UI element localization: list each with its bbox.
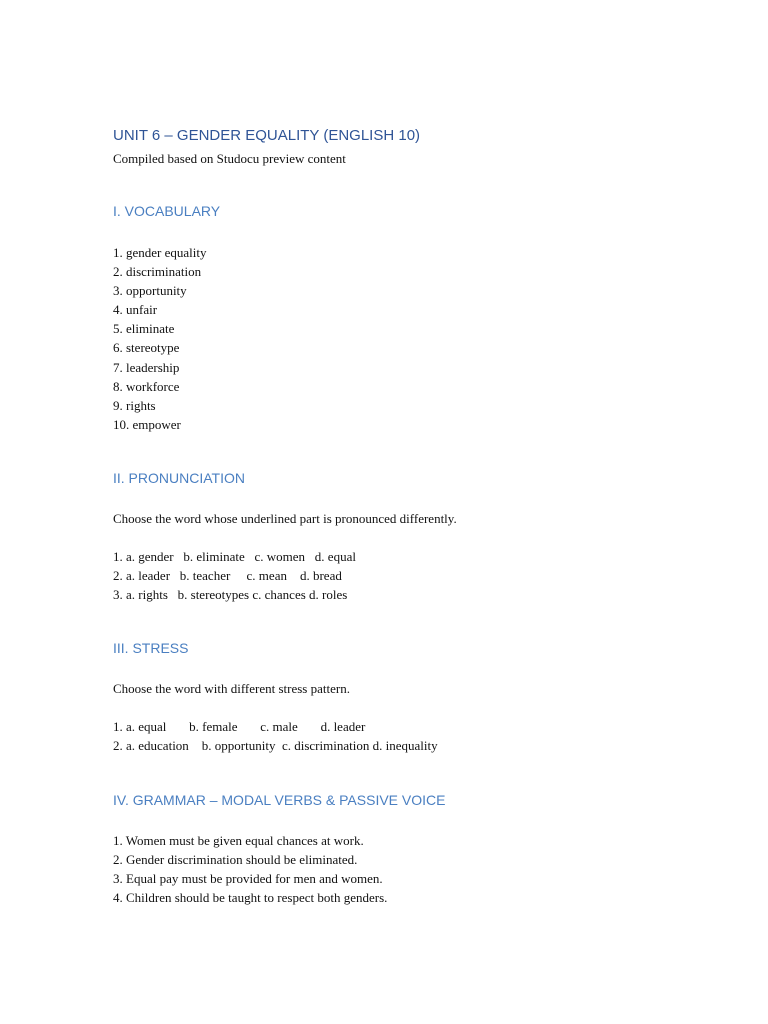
pronunciation-list (113, 547, 713, 604)
list-item: 3. opportunity (113, 283, 187, 299)
list-item: 2. a. leader b. teacher c. mean d. bread (113, 568, 342, 584)
list-item: 5. eliminate (113, 321, 175, 337)
list-item: 6. stereotype (113, 340, 180, 356)
document-page (113, 126, 713, 906)
list-item: 7. leadership (113, 359, 180, 375)
list-item: 9. rights (113, 397, 156, 413)
list-item: 3. Equal pay must be provided for men and women. (113, 871, 383, 887)
pronunciation-instruction: Choose the word whose underlined part is pronounced differently. (113, 511, 457, 526)
list-item: 1. Women must be given equal chances at work. (113, 833, 364, 848)
list-item: 10. empower (113, 416, 181, 432)
list-item: 2. Gender discrimination should be eliminated. (113, 852, 358, 868)
list-item: 3. a. rights b. stereotypes c. chances d. roles (113, 587, 348, 603)
list-item: 8. workforce (113, 378, 180, 394)
pronunciation-heading: II. PRONUNCIATION (113, 470, 245, 486)
list-item: 1. a. gender b. eliminate c. women d. equal (113, 549, 356, 564)
stress-instruction: Choose the word with different stress pattern. (113, 681, 350, 696)
vocabulary-list (113, 243, 713, 434)
vocabulary-section (113, 202, 713, 434)
vocabulary-heading: I. VOCABULARY (113, 203, 221, 219)
document-subtitle: Compiled based on Studocu preview content (113, 151, 346, 166)
list-item: 4. Children should be taught to respect both genders. (113, 890, 388, 906)
list-item: 1. gender equality (113, 245, 207, 260)
stress-heading: III. STRESS (113, 640, 189, 656)
stress-section (113, 639, 713, 755)
grammar-heading: IV. GRAMMAR – MODAL VERBS & PASSIVE VOICE (113, 792, 446, 808)
list-item: 2. a. education b. opportunity c. discrimination d. inequality (113, 738, 438, 754)
pronunciation-section (113, 469, 713, 604)
list-item: 1. a. equal b. female c. male d. leader (113, 719, 366, 734)
list-item: 4. unfair (113, 302, 158, 318)
document-title: UNIT 6 – GENDER EQUALITY (ENGLISH 10) (113, 127, 421, 144)
stress-list (113, 717, 713, 755)
grammar-section (113, 791, 713, 907)
grammar-list (113, 831, 713, 907)
list-item: 2. discrimination (113, 264, 202, 280)
